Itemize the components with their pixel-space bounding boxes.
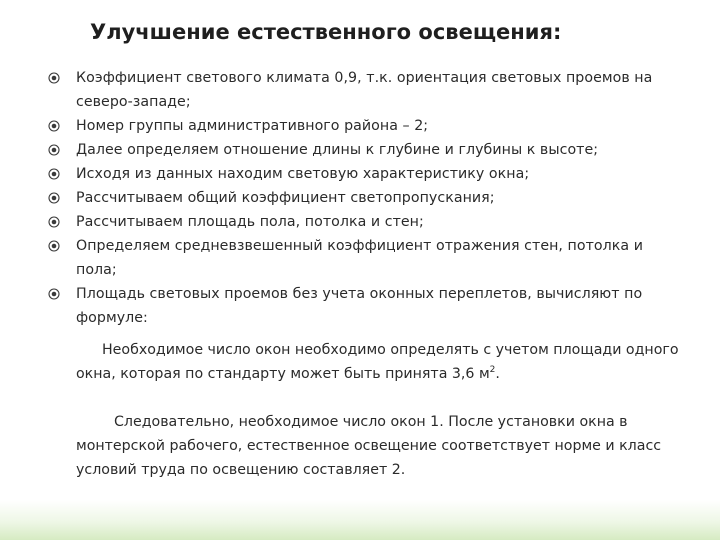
- list-item: [48, 114, 688, 138]
- list-item: [48, 282, 688, 330]
- paragraph-end: .: [495, 366, 500, 382]
- list-item-text: Исходя из данных находим световую характеристику окна;: [76, 166, 530, 182]
- list-item-text: Рассчитываем общий коэффициент светопропускания;: [76, 190, 495, 206]
- circled-dot-icon: [48, 240, 60, 252]
- list-item-text: Рассчитываем площадь пола, потолка и стен;: [76, 214, 424, 230]
- list-item-text: Далее определяем отношение длины к глубине и глубины к высоте;: [76, 142, 599, 158]
- bottom-glow: [0, 500, 720, 540]
- slide-title: Улучшение естественного освещения:: [90, 20, 562, 44]
- circled-dot-icon: [48, 288, 60, 300]
- paragraph-text: Следовательно, необходимое число окон 1. После установки окна в монтерской рабочего, естественное освещение соответствует норме и класс условий труда по освещению составляет 2.: [76, 414, 662, 478]
- circled-dot-icon: [48, 216, 60, 228]
- paragraph-conclusion: [76, 410, 686, 482]
- bullet-list: [48, 66, 688, 330]
- circled-dot-icon: [48, 120, 60, 132]
- list-item: [48, 210, 688, 234]
- list-item-text: Номер группы административного района – 2;: [76, 118, 429, 134]
- list-item-text: Коэффициент светового климата 0,9, т.к. ориентация световых проемов на северо-западе;: [76, 70, 653, 110]
- circled-dot-icon: [48, 192, 60, 204]
- list-item-text: Определяем средневзвешенный коэффициент отражения стен, потолка и пола;: [76, 238, 643, 278]
- paragraph-text: Необходимое число окон необходимо определять с учетом площади одного окна, которая по стандарту может быть принята 3,6 м: [76, 342, 679, 382]
- list-item: [48, 138, 688, 162]
- list-item-text: Площадь световых проемов без учета оконных переплетов, вычисляют по формуле:: [76, 286, 643, 326]
- list-item: [48, 234, 688, 282]
- circled-dot-icon: [48, 168, 60, 180]
- list-item: [48, 66, 688, 114]
- list-item: [48, 186, 688, 210]
- circled-dot-icon: [48, 144, 60, 156]
- paragraph-window-area: [76, 338, 686, 386]
- list-item: [48, 162, 688, 186]
- circled-dot-icon: [48, 72, 60, 84]
- superscript: 2: [489, 365, 496, 375]
